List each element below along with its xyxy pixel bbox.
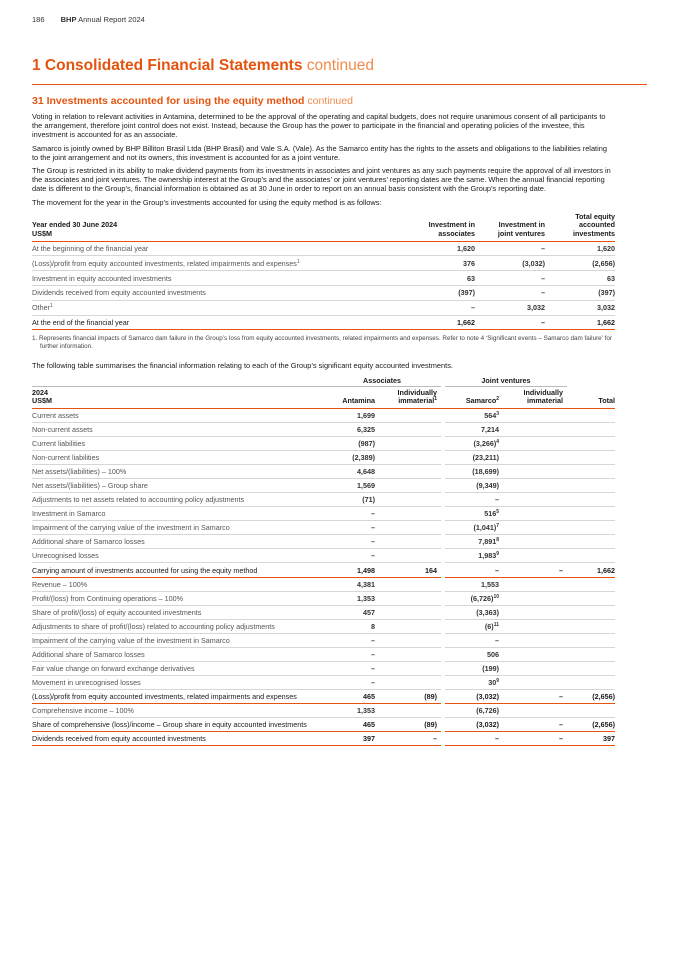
cell-total — [567, 521, 615, 535]
table-row — [32, 605, 615, 619]
cell-individually-immaterial-jv — [503, 437, 567, 451]
table-row — [32, 689, 615, 703]
row-label: Net assets/(liabilities) – 100% — [32, 465, 323, 479]
cell-individually-immaterial-associates — [379, 605, 441, 619]
cell-antamina: 457 — [323, 605, 379, 619]
cell-joint-ventures: 3,032 — [475, 300, 545, 315]
cell-total — [567, 675, 615, 689]
cell-individually-immaterial-jv — [503, 521, 567, 535]
cell-associates: 1,662 — [405, 315, 475, 330]
cell-individually-immaterial-jv — [503, 605, 567, 619]
cell-antamina: 465 — [323, 689, 379, 703]
cell-individually-immaterial-jv — [503, 633, 567, 647]
row-label: Movement in unrecognised losses — [32, 675, 323, 689]
paragraph: Voting in relation to relevant activities in Antamina, determined to be the approval of the operating and capital budgets, does not require unanimous consent of all participants to the arrangement, therefore joint control does not exist. Instead, because the Group has the power to participate in the financial and operating policies of the investee, this investment is accounted for as an associate. — [32, 112, 606, 140]
cell-individually-immaterial-associates: 164 — [379, 563, 441, 577]
cell-antamina: 6,325 — [323, 423, 379, 437]
group-joint-ventures: Joint ventures — [445, 374, 567, 387]
movement-table — [32, 213, 615, 331]
cell-total — [567, 535, 615, 549]
header-total: Total — [567, 386, 615, 408]
cell-individually-immaterial-jv — [503, 408, 567, 422]
table-row — [32, 507, 615, 521]
cell-individually-immaterial-associates — [379, 591, 441, 605]
cell-samarco: $516^5$ — [445, 507, 503, 521]
header-label: Year ended 30 June 2024 US$M — [32, 213, 405, 241]
cell-total — [567, 437, 615, 451]
cell-samarco: – — [445, 563, 503, 577]
row-label: (Loss)/profit from equity accounted investments, related impairments and expenses$^1$ — [32, 256, 405, 271]
paragraph: The movement for the year in the Group’s investments accounted for using the equity method is as follows: — [32, 197, 382, 207]
header-associates: Investment in associates — [405, 213, 475, 241]
row-label: Dividends received from equity accounted investments — [32, 732, 323, 746]
cell-samarco: 7,891$^8$ — [445, 535, 503, 549]
cell-individually-immaterial-associates — [379, 535, 441, 549]
row-label: Current liabilities — [32, 437, 323, 451]
cell-samarco: (3,032) — [445, 718, 503, 732]
row-label: Net assets/(liabilities) – Group share — [32, 479, 323, 493]
row-label: Other$^1$ — [32, 300, 405, 315]
cell-individually-immaterial-associates — [379, 577, 441, 591]
cell-individually-immaterial-jv — [503, 661, 567, 675]
cell-individually-immaterial-associates — [379, 549, 441, 563]
cell-total — [567, 507, 615, 521]
header-individually-immaterial-associates: Individually immaterial$^1$ — [379, 386, 441, 408]
table-row — [32, 300, 615, 315]
cell-individually-immaterial-jv — [503, 493, 567, 507]
table-row — [32, 633, 615, 647]
cell-total: 1,662 — [545, 315, 615, 330]
row-label: Non-current liabilities — [32, 451, 323, 465]
table-row — [32, 549, 615, 563]
cell-antamina: – — [323, 661, 379, 675]
table-row — [32, 408, 615, 422]
row-label: Additional share of Samarco losses — [32, 535, 323, 549]
cell-samarco: – — [445, 493, 503, 507]
table-row — [32, 647, 615, 661]
table-row — [32, 256, 615, 271]
cell-individually-immaterial-associates — [379, 507, 441, 521]
table-row — [32, 451, 615, 465]
table-row — [32, 577, 615, 591]
paragraph: Samarco is jointly owned by BHP Billiton Brasil Ltda (BHP Brasil) and Vale S.A. (Vale). As the Samarco entity has the rights to the assets and obligations to the liabilities relating to the joint arrangement and not its owners, this investment is accounted for as a joint venture. — [32, 143, 607, 162]
row-label: Adjustments to share of profit/(loss) related to accounting policy adjustments — [32, 619, 323, 633]
report-name: Annual Report 2024 — [78, 15, 145, 24]
cell-samarco: 506 — [445, 647, 503, 661]
row-label: At the beginning of the financial year — [32, 241, 405, 256]
row-label: Investment in Samarco — [32, 507, 323, 521]
cell-individually-immaterial-jv — [503, 703, 567, 717]
brand-name: BHP — [60, 15, 77, 24]
cell-individually-immaterial-jv — [503, 535, 567, 549]
cell-samarco: (9,349) — [445, 479, 503, 493]
cell-samarco: (6,726) — [445, 703, 503, 717]
row-label: Revenue – 100% — [32, 577, 323, 591]
cell-samarco: $564^3$ — [445, 408, 503, 422]
cell-individually-immaterial-jv: – — [503, 689, 567, 703]
row-label: Non-current assets — [32, 423, 323, 437]
cell-individually-immaterial-jv — [503, 675, 567, 689]
row-label: Impairment of the carrying value of the investment in Samarco — [32, 521, 323, 535]
cell-individually-immaterial-associates — [379, 493, 441, 507]
row-label: Profit/(loss) from Continuing operations – 100% — [32, 591, 323, 605]
table-row — [32, 563, 615, 577]
cell-individually-immaterial-associates — [379, 451, 441, 465]
cell-individually-immaterial-jv — [503, 465, 567, 479]
cell-associates: 376 — [405, 256, 475, 271]
row-label: Share of profit/(loss) of equity accounted investments — [32, 605, 323, 619]
cell-individually-immaterial-associates — [379, 437, 441, 451]
cell-antamina: 4,381 — [323, 577, 379, 591]
movement-table-header — [32, 213, 615, 241]
page-number: 186 — [32, 15, 45, 24]
title-rule — [32, 84, 647, 85]
cell-antamina: 8 — [323, 619, 379, 633]
cell-individually-immaterial-associates — [379, 703, 441, 717]
cell-total — [567, 605, 615, 619]
row-label: Investment in equity accounted investments — [32, 271, 405, 286]
table-row — [32, 732, 615, 746]
cell-total — [567, 577, 615, 591]
cell-antamina: (71) — [323, 493, 379, 507]
cell-individually-immaterial-jv — [503, 591, 567, 605]
cell-individually-immaterial-associates: (89) — [379, 718, 441, 732]
cell-samarco: (18,699) — [445, 465, 503, 479]
cell-total: 3,032 — [545, 300, 615, 315]
note-content — [32, 95, 615, 746]
running-header — [32, 15, 145, 24]
summary-column-header — [32, 386, 615, 408]
cell-samarco: – — [445, 732, 503, 746]
cell-individually-immaterial-associates — [379, 661, 441, 675]
section-heading — [32, 95, 615, 107]
cell-individually-immaterial-jv — [503, 451, 567, 465]
cell-antamina: – — [323, 675, 379, 689]
cell-total — [567, 423, 615, 437]
cell-samarco: (3,032) — [445, 689, 503, 703]
summary-intro: The following table summarises the financial information relating to each of the Group’s significant equity accounted investments. — [32, 360, 453, 370]
summary-group-header — [32, 374, 615, 387]
cell-associates: 1,620 — [405, 241, 475, 256]
row-label: Impairment of the carrying value of the investment in Samarco — [32, 633, 323, 647]
cell-total — [567, 408, 615, 422]
cell-total — [567, 493, 615, 507]
row-label: Dividends received from equity accounted investments — [32, 286, 405, 301]
section-heading-text: 31 Investments accounted for using the equity method — [32, 95, 305, 107]
row-label: Current assets — [32, 408, 323, 422]
cell-total — [567, 633, 615, 647]
summary-table — [32, 374, 615, 746]
cell-individually-immaterial-jv — [503, 647, 567, 661]
cell-antamina: (2,389) — [323, 451, 379, 465]
table-row — [32, 315, 615, 330]
row-label: Unrecognised losses — [32, 549, 323, 563]
cell-total — [567, 591, 615, 605]
page-title-main: 1 Consolidated Financial Statements — [32, 57, 303, 74]
cell-joint-ventures: (3,032) — [475, 256, 545, 271]
cell-individually-immaterial-jv — [503, 479, 567, 493]
row-label: At the end of the financial year — [32, 315, 405, 330]
cell-antamina: 1,699 — [323, 408, 379, 422]
cell-total: (2,656) — [567, 718, 615, 732]
cell-individually-immaterial-associates — [379, 423, 441, 437]
cell-antamina: – — [323, 633, 379, 647]
row-label: Comprehensive income – 100% — [32, 703, 323, 717]
header-samarco: Samarco$^2$ — [445, 386, 503, 408]
cell-samarco: $(6,726)^{10}$ — [445, 591, 503, 605]
cell-total — [567, 451, 615, 465]
cell-associates: 63 — [405, 271, 475, 286]
cell-joint-ventures: – — [475, 241, 545, 256]
cell-total: (2,656) — [545, 256, 615, 271]
paragraph: The Group is restricted in its ability to make dividend payments from its investments in associates and joint ventures as any such payments require the approval of all investors in the associates and joint ventures. The ownership interest at the Group’s and the associates’ or joint ventures’ reporting dates are the same. When the annual financial reporting date is different to the Group’s, financial information is obtained as at 30 June in order to report on an annual basis consistent with the Group’s reporting date. — [32, 166, 611, 194]
cell-total: 397 — [567, 732, 615, 746]
cell-total — [567, 661, 615, 675]
page-title — [32, 57, 374, 75]
cell-total — [567, 647, 615, 661]
cell-antamina: 465 — [323, 718, 379, 732]
cell-individually-immaterial-jv — [503, 549, 567, 563]
cell-individually-immaterial-jv: – — [503, 732, 567, 746]
cell-samarco: $30^9$ — [445, 675, 503, 689]
cell-antamina: 1,569 — [323, 479, 379, 493]
cell-samarco: $(6)^{11}$ — [445, 619, 503, 633]
cell-individually-immaterial-associates — [379, 465, 441, 479]
table-row — [32, 465, 615, 479]
cell-individually-immaterial-jv: – — [503, 718, 567, 732]
cell-samarco: (23,211) — [445, 451, 503, 465]
table-row — [32, 675, 615, 689]
cell-antamina: – — [323, 549, 379, 563]
cell-samarco: 1,553 — [445, 577, 503, 591]
header-individually-immaterial-jv: Individually immaterial — [503, 386, 567, 408]
header-joint-ventures: Investment in joint ventures — [475, 213, 545, 241]
cell-individually-immaterial-associates — [379, 675, 441, 689]
table-row — [32, 661, 615, 675]
cell-individually-immaterial-jv — [503, 577, 567, 591]
cell-total — [567, 549, 615, 563]
cell-individually-immaterial-jv — [503, 507, 567, 521]
cell-samarco: (3,363) — [445, 605, 503, 619]
cell-total — [567, 479, 615, 493]
row-label: Share of comprehensive (loss)/income – Group share in equity accounted investments — [32, 718, 323, 732]
cell-samarco: – — [445, 633, 503, 647]
cell-individually-immaterial-associates — [379, 619, 441, 633]
cell-joint-ventures: – — [475, 286, 545, 301]
cell-total — [567, 465, 615, 479]
cell-associates: (397) — [405, 286, 475, 301]
table-row — [32, 493, 615, 507]
section-heading-continued: continued — [307, 95, 353, 107]
table-row — [32, 521, 615, 535]
cell-antamina: 397 — [323, 732, 379, 746]
cell-total — [567, 619, 615, 633]
table-row — [32, 423, 615, 437]
cell-total: 1,620 — [545, 241, 615, 256]
row-label: Adjustments to net assets related to accounting policy adjustments — [32, 493, 323, 507]
table-row — [32, 718, 615, 732]
table-row — [32, 437, 615, 451]
cell-total: 1,662 — [567, 563, 615, 577]
cell-samarco: 7,214 — [445, 423, 503, 437]
cell-total: (2,656) — [567, 689, 615, 703]
cell-total: 63 — [545, 271, 615, 286]
cell-individually-immaterial-associates — [379, 479, 441, 493]
cell-total — [567, 703, 615, 717]
cell-total: (397) — [545, 286, 615, 301]
row-label: Fair value change on forward exchange derivatives — [32, 661, 323, 675]
cell-individually-immaterial-jv — [503, 619, 567, 633]
cell-samarco: $(1,041)^7$ — [445, 521, 503, 535]
cell-individually-immaterial-associates — [379, 521, 441, 535]
group-associates: Associates — [323, 374, 441, 387]
cell-samarco: $(3,266)^4$ — [445, 437, 503, 451]
cell-associates: – — [405, 300, 475, 315]
cell-joint-ventures: – — [475, 315, 545, 330]
cell-antamina: 1,498 — [323, 563, 379, 577]
row-label: (Loss)/profit from equity accounted investments, related impairments and expenses — [32, 689, 323, 703]
table-row — [32, 535, 615, 549]
table-row — [32, 619, 615, 633]
table-row — [32, 241, 615, 256]
table-row — [32, 271, 615, 286]
cell-individually-immaterial-associates: – — [379, 732, 441, 746]
cell-individually-immaterial-associates: (89) — [379, 689, 441, 703]
header-total: Total equity accounted investments — [545, 213, 615, 241]
cell-antamina: – — [323, 521, 379, 535]
cell-individually-immaterial-jv: – — [503, 563, 567, 577]
cell-individually-immaterial-associates — [379, 408, 441, 422]
cell-antamina: (987) — [323, 437, 379, 451]
cell-individually-immaterial-jv — [503, 423, 567, 437]
table-row — [32, 591, 615, 605]
header-label: 2024 US$M — [32, 386, 323, 408]
cell-individually-immaterial-associates — [379, 633, 441, 647]
header-antamina: Antamina — [323, 386, 379, 408]
cell-antamina: 1,353 — [323, 703, 379, 717]
cell-samarco: 1,983$^9$ — [445, 549, 503, 563]
cell-individually-immaterial-associates — [379, 647, 441, 661]
cell-antamina: – — [323, 647, 379, 661]
cell-joint-ventures: – — [475, 271, 545, 286]
table-row — [32, 703, 615, 717]
footnote: 1. Represents financial impacts of Samarco dam failure in the Group’s loss from equity accounted investments, related impairments and expenses. Refer to note 4 ‘Significant events – Samarco dam failure’ for further information. — [32, 335, 612, 350]
cell-antamina: 1,353 — [323, 591, 379, 605]
table-row — [32, 286, 615, 301]
page-title-continued: continued — [306, 57, 374, 74]
cell-samarco: (199) — [445, 661, 503, 675]
cell-antamina: – — [323, 535, 379, 549]
cell-antamina: – — [323, 507, 379, 521]
cell-antamina: 4,648 — [323, 465, 379, 479]
row-label: Additional share of Samarco losses — [32, 647, 323, 661]
table-row — [32, 479, 615, 493]
row-label: Carrying amount of investments accounted for using the equity method — [32, 563, 323, 577]
